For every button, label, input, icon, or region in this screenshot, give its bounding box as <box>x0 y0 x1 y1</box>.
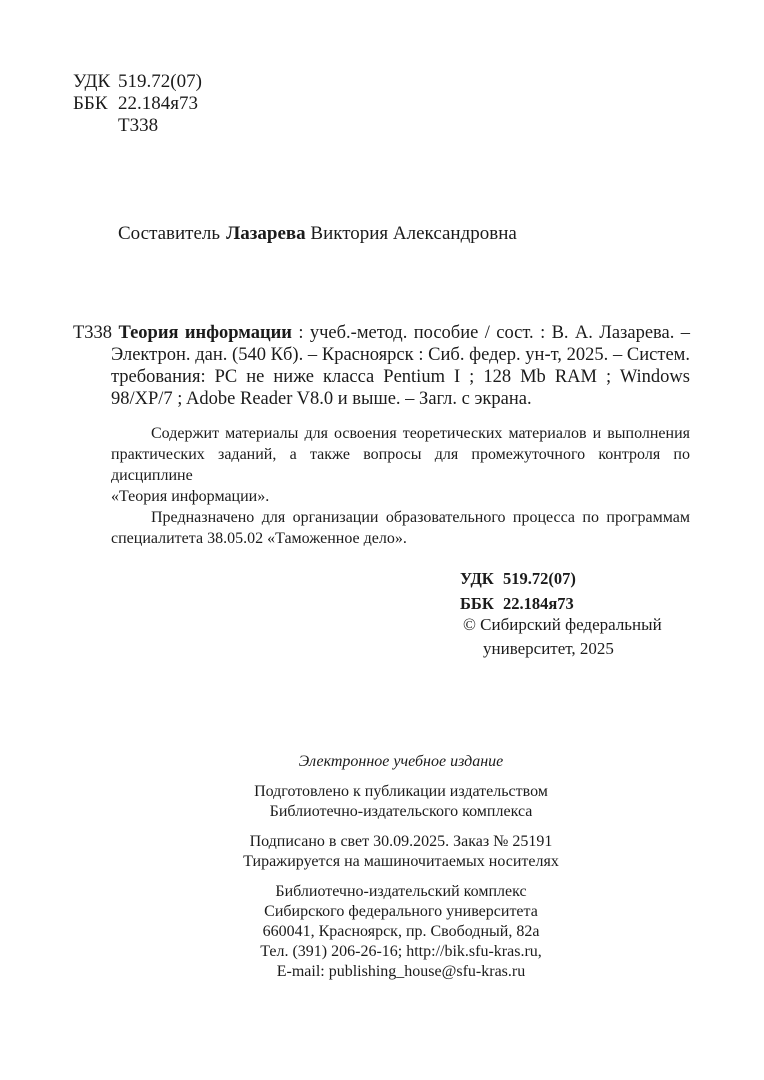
bbk-code-line <box>73 93 202 115</box>
biblio-line-2: Электрон. дан. (540 Кб). – Красноярск : Сиб. федер. ун-т, 2025. – Систем. <box>111 345 690 365</box>
biblio-line-1 <box>73 322 690 344</box>
publisher-name-line-2: Сибирского федерального университета <box>264 903 538 920</box>
publisher-email: E-mail: publishing_house@sfu-kras.ru <box>276 963 526 980</box>
book-title: Теория информации <box>112 323 292 343</box>
udc-code-line <box>73 71 202 93</box>
publisher-block <box>112 882 690 982</box>
distribution-line: Тиражируется на машиночитаемых носителях <box>243 853 559 870</box>
publisher-address: 660041, Красноярск, пр. Свободный, 82а <box>262 923 540 940</box>
udc-label: УДК <box>73 71 111 92</box>
publisher-phone-website: Тел. (391) 206-26-16; http://bik.sfu-kras.ru, <box>260 943 542 960</box>
compiler-line <box>118 223 517 245</box>
colophon <box>112 752 690 982</box>
top-classification-codes <box>73 71 202 137</box>
annotation-line-4: Предназначено для организации образовательного процесса по программам <box>151 509 690 526</box>
bottom-udc-label: УДК <box>460 569 494 588</box>
annotation-line-3: «Теория информации». <box>111 488 270 505</box>
signed-date-order-line: Подписано в свет 30.09.2025. Заказ № 25191 <box>249 833 553 850</box>
bottom-udc-line <box>460 566 576 591</box>
bottom-bbk-label: ББК <box>460 594 494 613</box>
bottom-bbk-value: 22.184я73 <box>503 594 574 613</box>
author-sign-line <box>73 115 202 137</box>
copyright-notice <box>463 613 662 660</box>
copyright-line-1: © Сибирский федеральный <box>463 615 662 634</box>
author-sign: Т338 <box>118 115 159 136</box>
biblio-author-sign: Т338 <box>73 323 113 343</box>
compiler-surname: Лазарева <box>226 223 306 244</box>
bottom-udc-value: 519.72(07) <box>503 569 576 588</box>
annotation-line-1: Содержит материалы для освоения теоретических материалов и выполнения <box>151 425 690 442</box>
annotation-line-2: практических заданий, а также вопросы для промежуточного контроля по дисциплине <box>111 446 690 484</box>
bottom-classification-codes <box>460 566 576 616</box>
edition-type: Электронное учебное издание <box>298 753 504 770</box>
udc-value: 519.72(07) <box>118 71 202 92</box>
compiler-prefix: Составитель <box>118 223 221 244</box>
bibliographic-entry <box>73 322 690 410</box>
biblio-line-3: требования: PC не ниже класса Pentium I ; 128 Mb RAM ; Windows <box>111 367 690 387</box>
copyright-line-2: университет, 2025 <box>483 638 614 658</box>
biblio-line-4: 98/XP/7 ; Adobe Reader V8.0 и выше. – Загл. с экрана. <box>111 389 532 409</box>
publisher-name-line-1: Библиотечно-издательский комплекс <box>275 883 527 900</box>
release-block <box>112 832 690 872</box>
compiler-given-names: Виктория Александровна <box>305 223 517 244</box>
annotation <box>111 423 690 549</box>
prepared-by-block <box>112 782 690 822</box>
prepared-line-2: Библиотечно-издательского комплекса <box>269 803 533 820</box>
bbk-value: 22.184я73 <box>118 93 198 114</box>
bbk-label: ББК <box>73 93 108 114</box>
annotation-line-5: специалитета 38.05.02 «Таможенное дело». <box>111 530 407 547</box>
biblio-line-1-rest: : учеб.-метод. пособие / сост. : В. А. Лазарева. – <box>291 323 690 343</box>
prepared-line-1: Подготовлено к публикации издательством <box>254 783 548 800</box>
